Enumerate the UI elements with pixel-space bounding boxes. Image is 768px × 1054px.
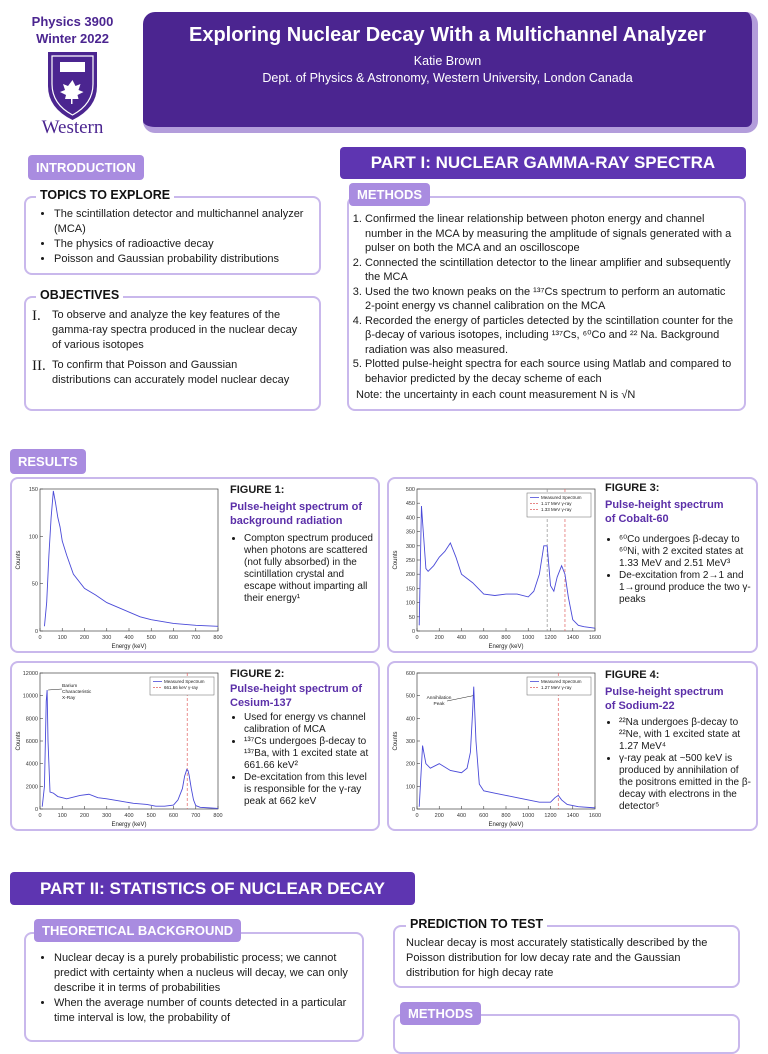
y-tick-label: 150 xyxy=(28,487,38,493)
figure1-notes xyxy=(230,533,375,605)
y-tick-label: 200 xyxy=(405,572,415,579)
y-tick-label: 500 xyxy=(405,693,415,700)
figure2-caption xyxy=(230,668,375,808)
x-tick-label: 800 xyxy=(501,635,511,641)
y-tick-label: 100 xyxy=(405,784,415,791)
x-tick-label: 0 xyxy=(415,635,419,641)
y-tick-label: 6000 xyxy=(25,739,38,745)
topics-list xyxy=(36,207,316,267)
plot-area xyxy=(40,489,218,631)
figure3-caption xyxy=(605,482,755,606)
part1-title: PART I: NUCLEAR GAMMA-RAY SPECTRA xyxy=(340,147,746,179)
topic-item: • The physics of radioactive decay xyxy=(54,237,316,252)
x-tick-label: 1200 xyxy=(544,813,557,819)
figure2-title: FIGURE 2: xyxy=(230,668,285,680)
x-tick-label: 400 xyxy=(124,813,134,819)
x-axis-label: Energy (keV) xyxy=(111,822,147,828)
x-tick-label: 0 xyxy=(38,813,42,819)
objective-item xyxy=(32,358,317,388)
x-tick-label: 500 xyxy=(146,635,156,641)
y-tick-label: 300 xyxy=(405,543,415,550)
y-tick-label: 100 xyxy=(405,600,415,607)
objective-text: To confirm that Poisson and Gaussian distributions can accurately model nuclear decay xyxy=(52,359,290,386)
x-tick-label: 200 xyxy=(434,635,444,641)
x-tick-label: 100 xyxy=(57,635,67,641)
figure4-title: FIGURE 4: xyxy=(605,669,660,681)
y-tick-label: 10000 xyxy=(22,693,38,700)
x-tick-label: 0 xyxy=(415,813,419,819)
y-tick-label: 50 xyxy=(408,614,415,621)
legend-label: Measured Spectrum xyxy=(541,679,582,684)
y-tick-label: 150 xyxy=(405,586,415,593)
y-tick-label: 2000 xyxy=(25,784,38,791)
annotation-label: Peak xyxy=(433,702,445,707)
course-name: Physics 3900 xyxy=(31,14,114,29)
uncertainty-note: Note: the uncertainty in each count measurement N is √N xyxy=(356,389,636,401)
x-tick-label: 200 xyxy=(79,813,90,819)
figure3-note: • ⁶⁰Co undergoes β-decay to ⁶⁰Ni, with 2 excited states at 1.33 MeV and 2.51 MeV³ xyxy=(619,534,755,570)
course-label xyxy=(10,13,135,47)
theory-item: • Nuclear decay is a purely probabilistic process; we cannot predict with certainty when a nucleus will decay, we can only describe it in terms of probabilities xyxy=(54,951,356,996)
x-axis-label: Energy (keV) xyxy=(488,822,524,828)
x-tick-label: 300 xyxy=(102,635,112,641)
x-axis-label: Energy (keV) xyxy=(111,644,147,650)
annotation-label: Barium xyxy=(62,684,78,689)
x-tick-label: 700 xyxy=(191,635,201,641)
logo-wordmark: Western xyxy=(41,117,104,138)
y-tick-label: 8000 xyxy=(25,716,38,723)
figure4-notes xyxy=(605,717,755,813)
figure1-caption xyxy=(230,484,375,605)
objective-number: II. xyxy=(32,358,46,374)
figure2-subtitle: Pulse-height spectrum of Cesium-137 xyxy=(230,683,363,709)
x-tick-label: 800 xyxy=(213,813,223,819)
objectives-title: OBJECTIVES xyxy=(36,288,123,302)
introduction-label: INTRODUCTION xyxy=(28,155,144,180)
legend-label: 661.66 keV γ-ray xyxy=(164,685,199,690)
figure3-note: • De-excitation from 2→1 and 1→ground produce the two γ-peaks xyxy=(619,570,755,606)
method-step: 2. Connected the scintillation detector to the linear amplifier and subsequently the MCA xyxy=(365,256,738,285)
figure1-title: FIGURE 1: xyxy=(230,484,285,496)
figure2-note: • De-excitation from this level is responsible for the γ-ray peak at 662 keV xyxy=(244,772,375,808)
part2-methods-label: METHODS xyxy=(400,1002,481,1025)
title-banner xyxy=(143,12,758,133)
figure2-note: • Used for energy vs channel calibration of MCA xyxy=(244,712,375,736)
x-tick-label: 800 xyxy=(213,635,223,641)
topic-item: • The scintillation detector and multichannel analyzer (MCA) xyxy=(54,207,316,237)
figure2-note: • ¹³⁷Cs undergoes β-decay to ¹³⁷Ba, with 1 excited state at 661.66 keV² xyxy=(244,736,375,772)
author-name: Katie Brown xyxy=(413,54,482,68)
y-tick-label: 50 xyxy=(31,581,38,588)
x-tick-label: 0 xyxy=(38,635,42,641)
objective-text: To observe and analyze the key features of the gamma-ray spectra produced in the nuclear decay of various isotopes xyxy=(52,309,298,351)
annotation-label: Annihilation xyxy=(426,696,452,701)
results-label: RESULTS xyxy=(10,449,86,474)
x-tick-label: 1400 xyxy=(566,813,579,819)
annotation-label: Characteristic xyxy=(62,690,92,695)
y-tick-label: 500 xyxy=(405,487,415,493)
affiliation: Dept. of Physics & Astronomy, Western University, London Canada xyxy=(262,71,633,85)
x-tick-label: 1400 xyxy=(566,635,579,641)
method-step: 3. Used the two known peaks on the ¹³⁷Cs spectrum to perform an automatic 2-point energy vs channel calibration on the MCA xyxy=(365,285,738,314)
prediction-text: Nuclear decay is most accurately statistically described by the Poisson distribution for low decay rate and the Gaussian distribution for high decay rate xyxy=(406,937,708,979)
methods-list xyxy=(343,212,738,386)
x-tick-label: 800 xyxy=(501,813,511,819)
x-tick-label: 1200 xyxy=(544,635,557,641)
x-tick-label: 200 xyxy=(434,813,444,819)
y-tick-label: 300 xyxy=(405,739,415,745)
x-axis-label: Energy (keV) xyxy=(488,644,524,650)
x-tick-label: 200 xyxy=(79,635,90,641)
annotation-label: X-Ray xyxy=(62,696,76,701)
method-step: 1. Confirmed the linear relationship between photon energy and channel number in the MCA by measuring the amplitude of signals generated with a pulser on both the MCA and an oscilloscope xyxy=(365,212,738,256)
x-tick-label: 600 xyxy=(479,635,489,641)
y-tick-label: 0 xyxy=(411,629,415,635)
y-tick-label: 0 xyxy=(411,807,415,813)
objective-item xyxy=(32,308,317,353)
x-tick-label: 100 xyxy=(57,813,67,819)
x-tick-label: 600 xyxy=(168,635,179,641)
figure4-chart xyxy=(391,665,603,831)
y-tick-label: 0 xyxy=(34,807,38,813)
method-step: 4. Recorded the energy of particles detected by the scintillation counter for the β-decay of various isotopes, including ¹³⁷Cs, ⁶⁰Co and ²² Na. Background radiation was also measured. xyxy=(365,314,738,358)
theory-label: THEORETICAL BACKGROUND xyxy=(34,919,241,942)
y-tick-label: 12000 xyxy=(22,671,38,677)
figure4-note: • ²²Na undergoes β-decay to ²²Ne, with 1 excited state at 1.27 MeV⁴ xyxy=(619,717,755,753)
x-tick-label: 1600 xyxy=(588,635,602,641)
legend-label: Measured Spectrum xyxy=(164,679,205,684)
y-tick-label: 100 xyxy=(28,534,38,541)
shield-icon xyxy=(40,50,105,122)
topic-item: • Poisson and Gaussian probability distributions xyxy=(54,252,316,267)
x-tick-label: 300 xyxy=(102,813,112,819)
x-tick-label: 1000 xyxy=(522,635,535,641)
figure3-notes xyxy=(605,534,755,606)
x-tick-label: 1600 xyxy=(588,813,602,819)
legend-label: 1.17 MeV γ-ray xyxy=(541,501,572,506)
topics-title: TOPICS TO EXPLORE xyxy=(36,188,174,202)
figure3-subtitle: Pulse-height spectrum of Cobalt-60 xyxy=(605,499,724,525)
methods-label: METHODS xyxy=(349,183,430,206)
figure1-subtitle: Pulse-height spectrum of background radiation xyxy=(230,501,363,527)
figure2-notes xyxy=(230,712,375,808)
prediction-title: PREDICTION TO TEST xyxy=(406,917,547,931)
figure4-note: • γ-ray peak at ~500 keV is produced by annihilation of the positrons emitted in the β-decay with electrons in the detector⁵ xyxy=(619,753,755,813)
theory-item: • When the average number of counts detected in a particular time interval is low, the probability of xyxy=(54,996,356,1026)
y-tick-label: 400 xyxy=(405,515,415,522)
figure4-subtitle: Pulse-height spectrum of Sodium-22 xyxy=(605,686,724,712)
y-axis-label: Counts xyxy=(393,550,399,570)
x-tick-label: 600 xyxy=(168,813,179,819)
y-tick-label: 0 xyxy=(34,629,38,635)
figure3-chart xyxy=(391,481,603,653)
y-axis-label: Counts xyxy=(393,731,399,751)
y-tick-label: 250 xyxy=(405,558,415,564)
course-term: Winter 2022 xyxy=(36,31,109,46)
y-tick-label: 200 xyxy=(405,761,415,768)
x-tick-label: 400 xyxy=(456,813,467,819)
legend-label: 1.33 MeV γ-ray xyxy=(541,507,572,512)
figure2-chart xyxy=(14,665,226,831)
x-tick-label: 600 xyxy=(479,813,489,819)
y-axis-label: Counts xyxy=(16,550,22,570)
figure4-caption xyxy=(605,669,755,813)
poster-title: Exploring Nuclear Decay With a Multichannel Analyzer xyxy=(189,24,706,46)
legend-label: 1.27 MeV γ-ray xyxy=(541,685,572,690)
objective-number: I. xyxy=(32,308,41,324)
y-tick-label: 600 xyxy=(405,671,415,677)
x-tick-label: 1000 xyxy=(522,813,535,819)
theory-list xyxy=(36,951,356,1026)
figure1-chart xyxy=(14,481,226,653)
method-step: 5. Plotted pulse-height spectra for each source using Matlab and compared to behavior predicted by the decay scheme of each xyxy=(365,357,738,386)
y-tick-label: 400 xyxy=(405,716,415,723)
x-tick-label: 700 xyxy=(191,813,201,819)
x-tick-label: 500 xyxy=(146,813,156,819)
part2-title: PART II: STATISTICS OF NUCLEAR DECAY xyxy=(10,872,415,905)
x-tick-label: 400 xyxy=(456,635,467,641)
figure3-title: FIGURE 3: xyxy=(605,482,660,494)
figure1-note: • Compton spectrum produced when photons are scattered (not fully absorbed) in the scintillation crystal and escape without imparting all their energy¹ xyxy=(244,533,375,605)
legend-label: Measured Spectrum xyxy=(541,495,582,500)
x-tick-label: 400 xyxy=(124,635,134,641)
y-tick-label: 350 xyxy=(405,529,415,536)
y-tick-label: 450 xyxy=(405,501,415,508)
y-axis-label: Counts xyxy=(16,731,22,751)
western-logo xyxy=(40,50,105,122)
y-tick-label: 4000 xyxy=(25,761,38,768)
